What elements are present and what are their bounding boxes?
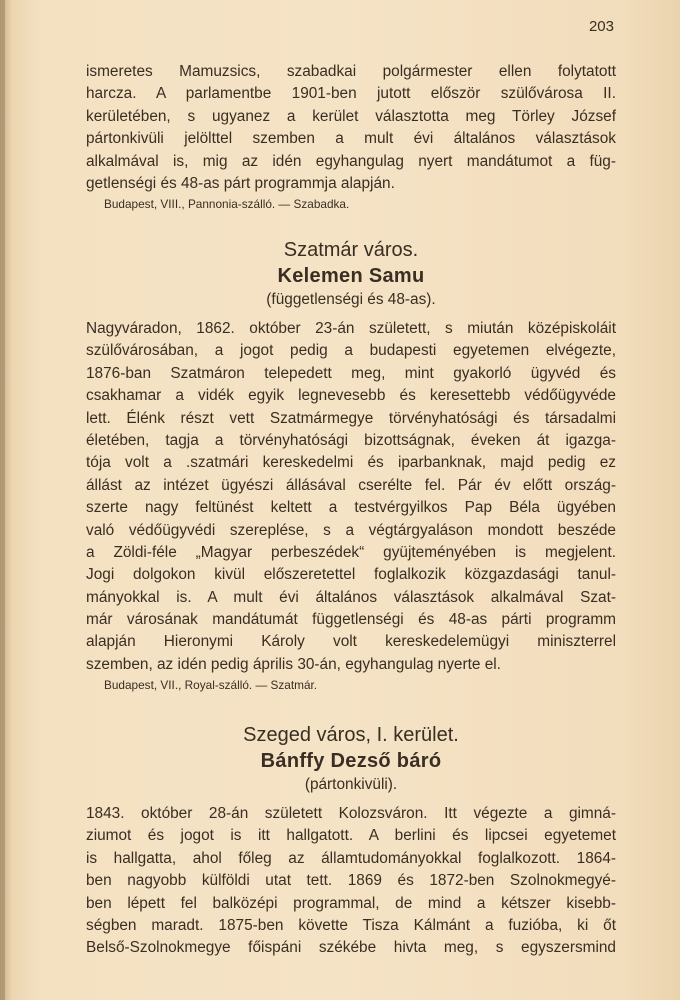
text-line: mányokkal is. A mult évi általános választások alkalmával Szat-: [86, 588, 616, 606]
text-line: Jogi dolgokon kivül előszeretettel foglalkozik közgazdasági tanul-: [86, 566, 616, 584]
text-line: való védőügyvédi szereplése, s a végtárgyaláson mondott beszéde: [86, 521, 616, 539]
address-line: Budapest, VIII., Pannonia-szálló. — Szabadka.: [104, 197, 350, 212]
text-line: már városának mandátumát függetlenségi és 48-as párti programm: [86, 611, 616, 629]
text-line: pártonkivüli jelölttel szemben a mult évi általános választások: [86, 130, 616, 148]
party-affiliation: (pártonkivüli).: [304, 776, 398, 793]
constituency-heading: Szeged város, I. kerület.: [243, 724, 459, 746]
member-name: Bánffy Dezső báró: [260, 750, 442, 772]
text-line: szerte nagy feltünést keltett a testvérgyilkos Pap Béla ügyében: [86, 499, 616, 517]
text-line: is hallgatta, ahol főleg az államtudományokkal foglalkozott. 1864-: [86, 849, 616, 867]
text-line: kerületében, s ugyanez a kerület választotta meg Törley József: [86, 107, 616, 125]
page-gutter-edge: [2, 0, 5, 1000]
text-line: csakhamar a vidék egyik legnevesebb és keresettebb védőügyvéde: [86, 387, 616, 405]
text-line: tója volt a .szatmári kereskedelmi és iparbanknak, majd pedig ez: [86, 454, 616, 472]
section-szatmar: [86, 237, 616, 311]
text-line: 1876-ban Szatmáron telepedett meg, mint gyakorló ügyvéd és: [86, 364, 616, 382]
text-line: lett. Élénk részt vett Szatmármegye törvényhatósági és társadalmi: [86, 409, 616, 427]
text-line: állást az intézet ügyészi állásával cserélte fel. Pár év előtt ország-: [86, 476, 616, 494]
section-szeged: [86, 722, 616, 796]
text-line: ben lépett fel balközépi programmal, de mind a kétszer kisebb-: [86, 894, 616, 912]
text-line: alkalmával is, mig az idén egyhangulag nyert mandátumot a füg-: [86, 152, 616, 170]
text-line: ben nagyobb külföldi utat tett. 1869 és 1872-ben Szolnokmegyé-: [86, 872, 616, 890]
text-line: szemben, az idén pedig április 30-án, egyhangulag nyerte el.: [86, 655, 501, 673]
page-number: 203: [588, 18, 614, 35]
text-line: Nagyváradon, 1862. október 23-án született, s miután középiskoláit: [86, 320, 616, 337]
text-line: ismeretes Mamuzsics, szabadkai polgármester ellen folytatott: [86, 63, 616, 80]
text-line: életében, tagja a törvényhatósági bizottságnak, éveken át igazga-: [86, 431, 616, 449]
text-line: alapján Hieronymi Károly volt kereskedelemügyi miniszterrel: [86, 633, 616, 651]
text-line: Belső-Szolnokmegye főispáni székébe hivta meg, s egyszersmind: [86, 939, 616, 957]
text-line: getlenségi és 48-as párt programmja alapján.: [86, 174, 395, 192]
text-line: 1843. október 28-án született Kolozsváron. Itt végezte a gimná-: [86, 805, 616, 822]
text-line: ziumot és jogot is itt hallgatott. A berlini és lipcsei egyetemet: [86, 827, 616, 845]
text-line: ségben maradt. 1875-ben követte Tisza Kálmánt a fuzióba, ki őt: [86, 916, 616, 934]
party-affiliation: (függetlenségi és 48-as).: [266, 291, 436, 308]
member-name: Kelemen Samu: [277, 265, 425, 287]
address-line: Budapest, VII., Royal-szálló. — Szatmár.: [104, 678, 318, 693]
constituency-heading: Szatmár város.: [283, 239, 419, 261]
text-line: harcza. A parlamentbe 1901-ben jutott először szülővárosa II.: [86, 85, 616, 103]
section-szatmar-body: [86, 318, 616, 694]
text-line: a Zöldi-féle „Magyar perbeszédek“ gyüjteményében is megjelent.: [86, 543, 616, 561]
text-line: szülővárosában, a jogot pedig a budapesti egyetemen elvégezte,: [86, 342, 616, 360]
section-1-continuation: [86, 61, 616, 213]
section-szeged-body: [86, 803, 616, 960]
